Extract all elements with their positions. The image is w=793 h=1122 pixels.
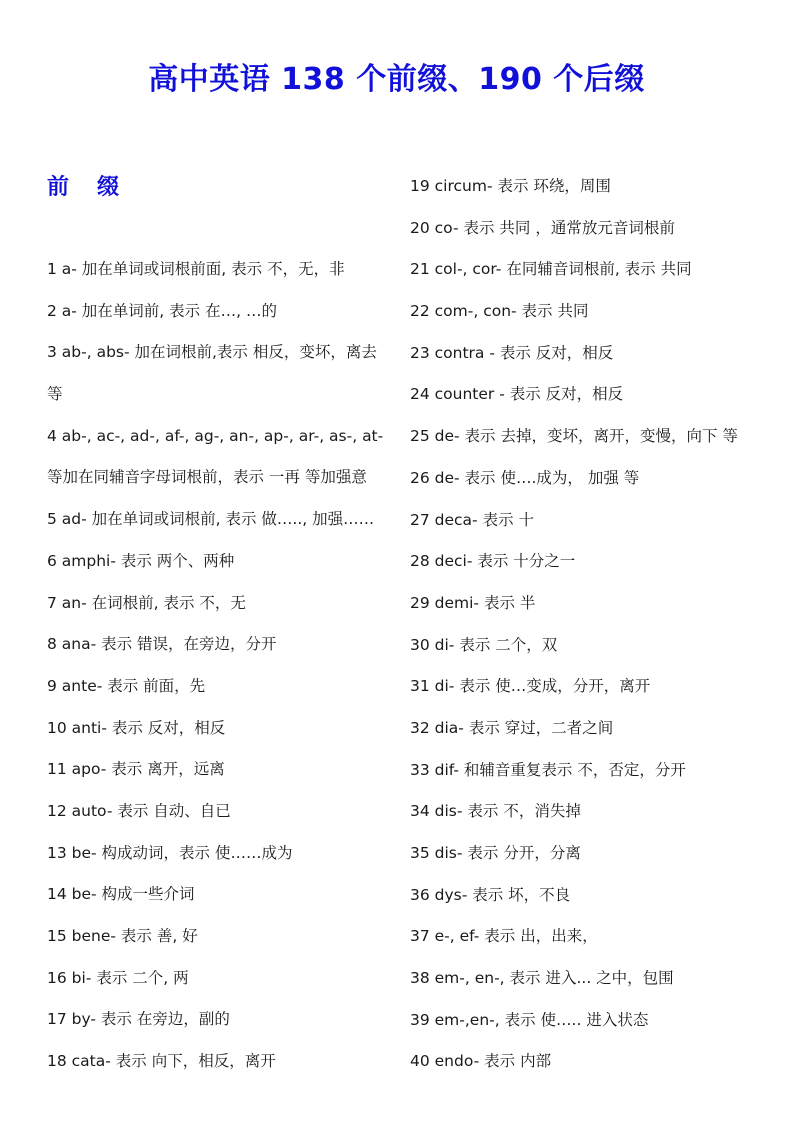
- list-item: 19 circum- 表示 环绕，周围: [410, 177, 611, 195]
- list-item: 15 bene- 表示 善, 好: [47, 927, 198, 945]
- list-item: 37 e-, ef- 表示 出，出来，: [410, 927, 598, 946]
- list-item: 34 dis- 表示 不，消失掉: [410, 802, 581, 821]
- list-item: 24 counter - 表示 反对，相反: [410, 385, 624, 404]
- section-heading-prefixes: 前缀: [47, 175, 148, 200]
- list-item: 5 ad- 加在单词或词根前, 表示 做….., 加强……: [47, 510, 375, 529]
- list-item: 16 bi- 表示 二个, 两: [47, 968, 189, 987]
- right-column: [410, 166, 770, 1083]
- list-item: 17 by- 表示 在旁边，副的: [47, 1010, 230, 1029]
- list-item: 14 be- 构成一些介词: [47, 885, 195, 904]
- list-item: 20 co- 表示 共同 ，通常放元音词根前: [410, 218, 675, 237]
- list-item: 28 deci- 表示 十分之一: [410, 552, 576, 571]
- list-item: 等: [47, 385, 63, 404]
- list-item: 等加在同辅音字母词根前，表示 一再 等加强意: [47, 468, 367, 487]
- list-item: 23 contra - 表示 反对，相反: [410, 343, 614, 362]
- page-title: 高中英语 138 个前缀、190 个后缀: [148, 62, 645, 97]
- list-item: 30 di- 表示 二个，双: [410, 635, 558, 654]
- list-item: 40 endo- 表示 内部: [410, 1052, 552, 1071]
- list-item: 25 de- 表示 去掉，变坏，离开，变慢，向下 等: [410, 427, 738, 446]
- list-item: 38 em-, en-, 表示 进入... 之中，包围: [410, 969, 674, 988]
- list-item: 36 dys- 表示 坏，不良: [410, 885, 571, 904]
- list-item: 7 an- 在词根前, 表示 不，无: [47, 593, 246, 612]
- left-column: [47, 249, 407, 1083]
- list-item: 12 auto- 表示 自动、自已: [47, 801, 231, 820]
- list-item: 13 be- 构成动词，表示 使……成为: [47, 843, 293, 862]
- list-item: 11 apo- 表示 离开，远离: [47, 760, 225, 779]
- list-item: 35 dis- 表示 分开，分离: [410, 844, 581, 862]
- list-item: 6 amphi- 表示 两个、两种: [47, 551, 235, 570]
- list-item: 31 di- 表示 使…变成，分开，离开: [410, 677, 651, 696]
- list-item: 2 a- 加在单词前, 表示 在…, …的: [47, 301, 277, 320]
- list-item: 29 demi- 表示 半: [410, 593, 536, 612]
- list-item: 33 dif- 和辅音重复表示 不，否定，分开: [410, 760, 686, 779]
- list-item: 8 ana- 表示 错误，在旁边，分开: [47, 635, 277, 654]
- list-item: 4 ab-, ac-, ad-, af-, ag-, an-, ap-, ar-, as-, at-: [47, 426, 384, 445]
- list-item: 18 cata- 表示 向下，相反，离开: [47, 1052, 276, 1071]
- list-item: 21 col-, cor- 在同辅音词根前, 表示 共同: [410, 260, 692, 279]
- list-item: 22 com-, con- 表示 共同: [410, 302, 589, 321]
- list-item: 3 ab-, abs- 加在词根前,表示 相反，变坏，离去: [47, 343, 377, 362]
- list-item: 10 anti- 表示 反对，相反: [47, 718, 226, 737]
- list-item: 39 em-,en-, 表示 使….. 进入状态: [410, 1010, 649, 1029]
- list-item: 26 de- 表示 使….成为， 加强 等: [410, 468, 640, 487]
- list-item: 1 a- 加在单词或词根前面, 表示 不，无，非: [47, 260, 345, 278]
- list-item: 32 dia- 表示 穿过，二者之间: [410, 718, 614, 737]
- list-item: 27 deca- 表示 十: [410, 510, 534, 529]
- list-item: 9 ante- 表示 前面，先: [47, 676, 206, 695]
